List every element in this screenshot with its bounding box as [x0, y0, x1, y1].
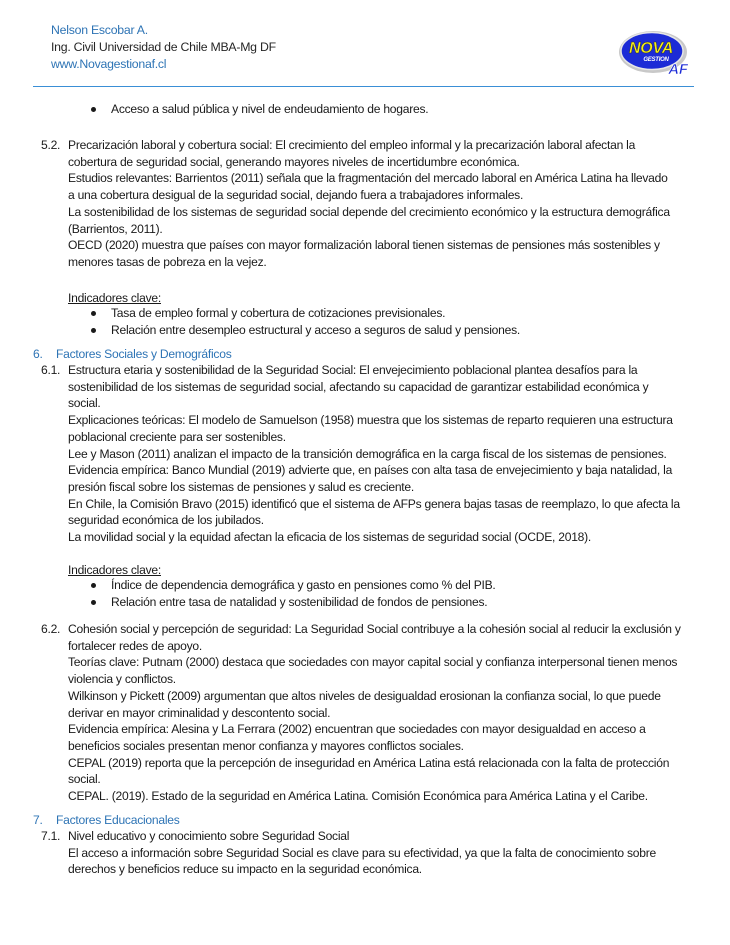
paragraph-line: (Barrientos, 2011). — [68, 221, 163, 236]
logo-nova-text: NOVA — [628, 40, 674, 57]
page-header — [51, 22, 276, 73]
paragraph-line: Estructura etaria y sostenibilidad de la Seguridad Social: El envejecimiento poblacional plantea desafíos para la — [68, 363, 638, 377]
logo-af-text: AF — [668, 61, 688, 78]
bullet-item: Relación entre tasa de natalidad y sostenibilidad de fondos de pensiones. — [111, 595, 488, 609]
paragraph-line: social. — [68, 396, 101, 411]
bullet-icon — [91, 311, 96, 316]
bullet-icon — [91, 583, 96, 588]
paragraph-line: Teorías clave: Putnam (2000) destaca que sociedades con mayor capital social y confianza interpersonal tienen menos — [68, 655, 678, 670]
paragraph-line: Evidencia empírica: Banco Mundial (2019) advierte que, en países con alta tasa de envejecimiento y baja natalidad, la — [68, 463, 673, 478]
paragraph-line: menores tasas de pobreza en la vejez. — [68, 254, 267, 269]
paragraph-line: Cohesión social y percepción de seguridad: La Seguridad Social contribuye a la cohesión social al reducir la exclusión y — [68, 622, 681, 636]
section-title-6: Factores Sociales y Demográficos — [56, 347, 232, 361]
bullet-item: Acceso a salud pública y nivel de endeudamiento de hogares. — [111, 102, 429, 116]
paragraph-line: La movilidad social y la equidad afectan la eficacia de los sistemas de seguridad social (OCDE, 2018). — [68, 530, 592, 544]
indicators-label: Indicadores clave: — [68, 291, 161, 305]
section-number-6: 6. — [33, 347, 43, 361]
paragraph-line: Evidencia empírica: Alesina y La Ferrara (2002) encuentran que sociedades con mayor desigualdad en acceso a — [68, 722, 646, 737]
paragraph-line: Precarización laboral y cobertura social: El crecimiento del empleo informal y la precarización laboral afectan la — [68, 138, 636, 152]
bullet-icon — [91, 328, 96, 333]
paragraph-line: social. — [68, 772, 101, 787]
section-number-5-2: 5.2. — [41, 138, 61, 152]
header-divider — [33, 86, 694, 87]
bullet-item: Relación entre desempleo estructural y acceso a seguros de salud y pensiones. — [111, 323, 520, 337]
paragraph-line: derivar en mayor criminalidad y descontento social. — [68, 705, 331, 720]
paragraph-line: cobertura de seguridad social, generando mayores niveles de incertidumbre económica. — [68, 154, 520, 169]
paragraph-line: La sostenibilidad de los sistemas de seguridad social depende del crecimiento económico y la estructura demográfica — [68, 204, 670, 219]
paragraph-line: CEPAL (2019) reporta que la percepción de inseguridad en América Latina está relacionada con la falta de protección — [68, 755, 670, 770]
paragraph-line: presión fiscal sobre los sistemas de pensiones y salud es creciente. — [68, 479, 414, 494]
paragraph-line: derechos y beneficios reduce su impacto en la seguridad económica. — [68, 862, 422, 877]
nova-gestion-af-logo-icon — [618, 30, 694, 78]
paragraph-line: fortalecer redes de apoyo. — [68, 638, 203, 653]
paragraph-line: CEPAL. (2019). Estado de la seguridad en América Latina. Comisión Económica para América Latina y el Caribe. — [68, 789, 648, 803]
paragraph-line: Wilkinson y Pickett (2009) argumentan que altos niveles de desigualdad erosionan la confianza social, lo que puede — [68, 688, 661, 703]
paragraph-line: a una cobertura desigual de la seguridad social, dejando fuera a trabajadores informales. — [68, 188, 524, 203]
paragraph-line: Explicaciones teóricas: El modelo de Samuelson (1958) muestra que los sistemas de reparto requieren una estructura — [68, 413, 673, 428]
bullet-item: Índice de dependencia demográfica y gasto en pensiones como % del PIB. — [111, 578, 496, 592]
bullet-item: Tasa de empleo formal y cobertura de cotizaciones previsionales. — [111, 306, 446, 320]
paragraph-line: seguridad económica de los jubilados. — [68, 513, 264, 528]
website-link[interactable]: www.Novagestionaf.cl — [51, 57, 167, 71]
section-number-6-1: 6.1. — [41, 363, 61, 377]
paragraph-line: Estudios relevantes: Barrientos (2011) señala que la fragmentación del mercado laboral en América Latina ha llevado — [68, 171, 668, 186]
paragraph-line: En Chile, la Comisión Bravo (2015) identificó que el sistema de AFPs genera bajas tasas de reemplazo, lo que afecta la — [68, 496, 680, 511]
bullet-icon — [91, 600, 96, 605]
paragraph-line: poblacional creciente para ser sostenibles. — [68, 429, 286, 444]
author-credentials: Ing. Civil Universidad de Chile MBA-Mg DF — [51, 40, 276, 54]
paragraph-line: OECD (2020) muestra que países con mayor formalización laboral tienen sistemas de pensiones más sostenibles y — [68, 238, 660, 253]
paragraph-line: Nivel educativo y conocimiento sobre Seguridad Social — [68, 829, 350, 843]
paragraph-line: beneficios sociales presentan menor confianza y mayores conflictos sociales. — [68, 738, 464, 753]
logo-gestion-text: GESTION — [643, 57, 669, 63]
section-number-7: 7. — [33, 813, 43, 827]
section-number-6-2: 6.2. — [41, 622, 61, 636]
paragraph-line: violencia y conflictos. — [68, 672, 176, 687]
paragraph-line: El acceso a información sobre Seguridad Social es clave para su efectividad, ya que la falta de conocimiento sobre — [68, 845, 656, 860]
indicators-label: Indicadores clave: — [68, 563, 161, 577]
section-title-7: Factores Educacionales — [56, 813, 180, 827]
paragraph-line: sostenibilidad de los sistemas de seguridad social, afectando su capacidad de garantizar estabilidad económica y — [68, 379, 649, 394]
paragraph-line: Lee y Mason (2011) analizan el impacto de la transición demográfica en la carga fiscal de los sistemas de pensiones. — [68, 446, 667, 461]
bullet-icon — [91, 107, 96, 112]
author-name: Nelson Escobar A. — [51, 23, 148, 37]
section-number-7-1: 7.1. — [41, 829, 61, 843]
